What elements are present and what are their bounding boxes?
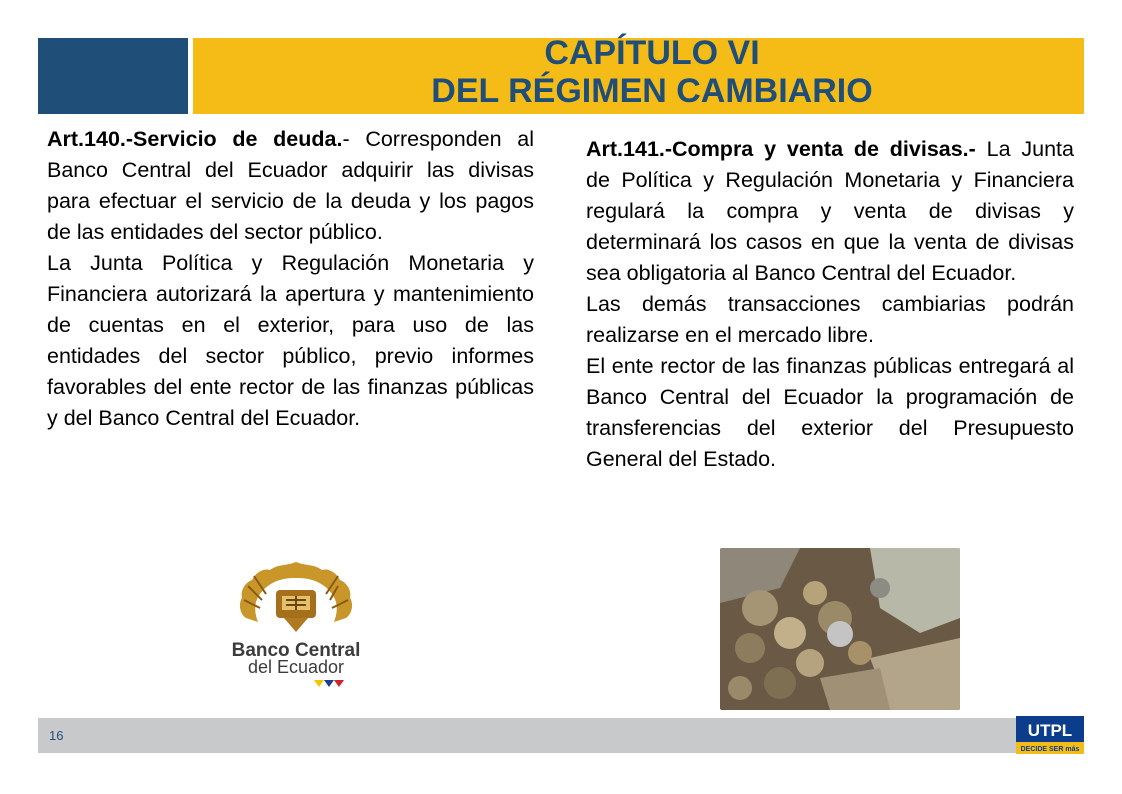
utpl-logo-name: UTPL xyxy=(1027,721,1073,740)
footer-bar xyxy=(38,718,1084,753)
art141-heading: Art.141.-Compra y venta de divisas.- xyxy=(586,137,976,161)
title-line-2: DEL RÉGIMEN CAMBIARIO xyxy=(431,72,873,110)
title-line-1: CAPÍTULO VI xyxy=(544,34,760,72)
page-number: 16 xyxy=(49,728,64,743)
art140-body-2: La Junta Política y Regulación Monetaria y Financiera autorizará la apertura y mantenimiento de cuentas en el exterior, para uso de las entidades del sector público, previo informes favorables del ente rector de las finanzas públicas y del Banco Central del Ecuador. xyxy=(47,251,534,430)
art140-paragraph xyxy=(47,124,534,248)
art141-body: La Junta de Política y Regulación Monetaria y Financiera regulará la compra y venta de divisas y determinará los casos en que la venta de divisas sea obligatoria al Banco Central del Ecuador. xyxy=(586,137,1074,285)
slide-title xyxy=(193,34,1111,110)
utpl-logo xyxy=(1016,716,1084,754)
art141-body-2: Las demás transacciones cambiarias podrán realizarse en el mercado libre. xyxy=(586,292,1074,347)
art141-body-3: El ente rector de las finanzas públicas entregará al Banco Central del Ecuador la programación de transferencias del exterior del Presupuesto General del Estado. xyxy=(586,354,1074,471)
condor-emblem-icon xyxy=(240,562,352,632)
logo-line-1: Banco Central xyxy=(231,640,361,661)
art141-paragraph xyxy=(586,134,1074,289)
banco-central-logo xyxy=(218,560,374,690)
left-text-column xyxy=(47,124,534,434)
coins-and-bills-photo xyxy=(720,548,960,710)
utpl-logo-tagline: DECIDE SER más xyxy=(1020,746,1080,753)
right-text-column xyxy=(586,134,1074,475)
header-blue-block xyxy=(38,38,188,114)
art140-heading: Art.140.-Servicio de deuda. xyxy=(47,127,343,151)
art140-heading-tail: - xyxy=(342,127,350,151)
logo-line-2: del Ecuador xyxy=(247,657,345,677)
art140-body: Corresponden al Banco Central del Ecuador adquirir las divisas para efectuar el servicio de la deuda y los pagos de las entidades del sector público. xyxy=(47,127,534,244)
flag-stripe-icon xyxy=(314,680,344,687)
